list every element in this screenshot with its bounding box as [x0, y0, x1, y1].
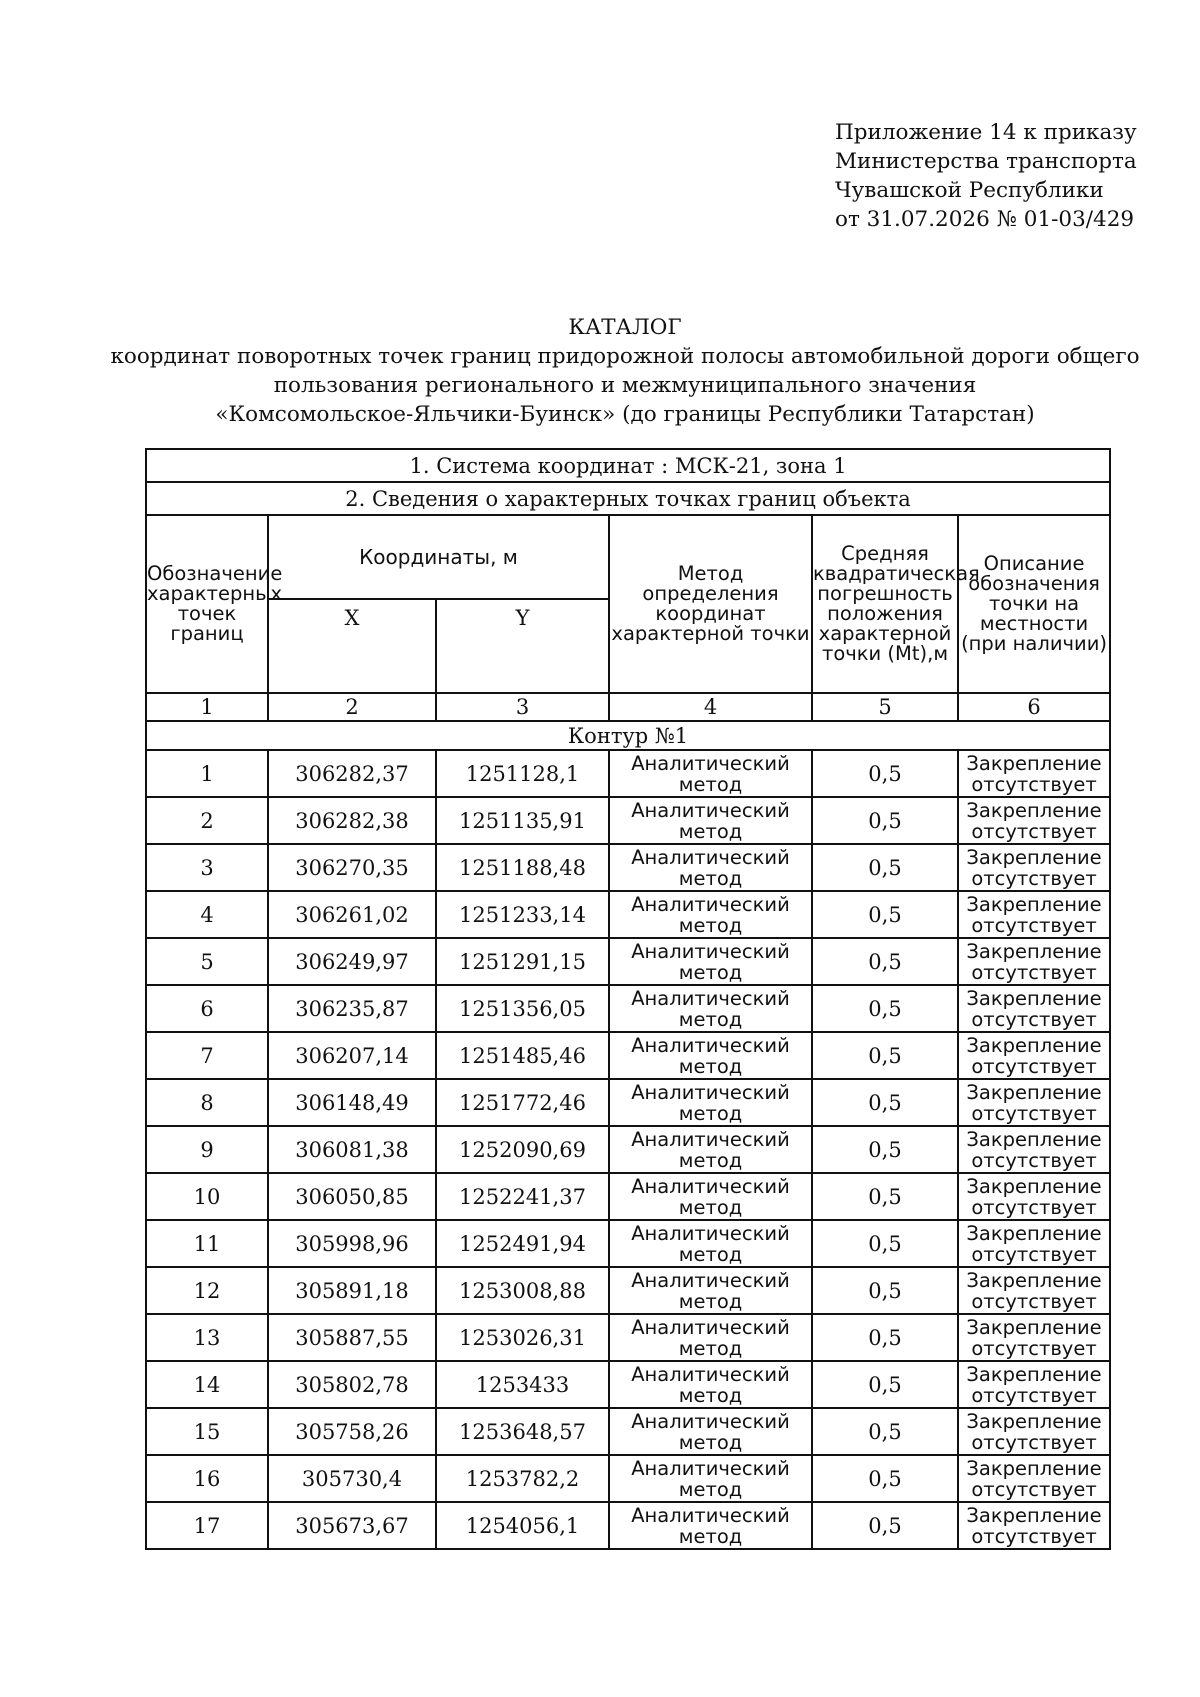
title-line: пользования регионального и межмуниципального значения: [273, 373, 977, 398]
point-number-cell: 5: [146, 938, 268, 985]
header-error: Средняя квадратическая погрешность положения характерной точки (Mt),м: [812, 515, 958, 693]
description-cell: Закрепление отсутствует: [958, 1455, 1110, 1502]
y-coordinate-cell: 1252491,94: [436, 1220, 609, 1267]
error-cell: 0,5: [812, 797, 958, 844]
error-cell: 0,5: [812, 891, 958, 938]
method-cell: Аналитический метод: [609, 1314, 812, 1361]
method-cell: Аналитический метод: [609, 797, 812, 844]
point-number-cell: 1: [146, 750, 268, 797]
y-coordinate-cell: 1254056,1: [436, 1502, 609, 1549]
description-cell: Закрепление отсутствует: [958, 1314, 1110, 1361]
method-cell: Аналитический метод: [609, 1220, 812, 1267]
error-cell: 0,5: [812, 1408, 958, 1455]
method-cell: Аналитический метод: [609, 1126, 812, 1173]
appendix-reference: [835, 118, 1137, 234]
column-number: 1: [146, 693, 268, 721]
point-number-cell: 10: [146, 1173, 268, 1220]
method-cell: Аналитический метод: [609, 985, 812, 1032]
x-coordinate-cell: 305802,78: [268, 1361, 436, 1408]
table-row: [146, 844, 1110, 891]
x-coordinate-cell: 306282,38: [268, 797, 436, 844]
header-x: X: [268, 599, 436, 693]
point-number-cell: 15: [146, 1408, 268, 1455]
method-cell: Аналитический метод: [609, 1408, 812, 1455]
y-coordinate-cell: 1253433: [436, 1361, 609, 1408]
x-coordinate-cell: 305673,67: [268, 1502, 436, 1549]
method-cell: Аналитический метод: [609, 1455, 812, 1502]
method-cell: Аналитический метод: [609, 1173, 812, 1220]
error-cell: 0,5: [812, 938, 958, 985]
x-coordinate-cell: 306148,49: [268, 1079, 436, 1126]
table-row: [146, 1220, 1110, 1267]
table-row: [146, 1173, 1110, 1220]
point-number-cell: 3: [146, 844, 268, 891]
table-row: [146, 985, 1110, 1032]
point-number-cell: 13: [146, 1314, 268, 1361]
error-cell: 0,5: [812, 1079, 958, 1126]
error-cell: 0,5: [812, 750, 958, 797]
header-method: Метод определения координат характерной точки: [609, 515, 812, 693]
y-coordinate-cell: 1251291,15: [436, 938, 609, 985]
header-coordinates: Координаты, м: [268, 515, 609, 599]
x-coordinate-cell: 305887,55: [268, 1314, 436, 1361]
section-title-row: 2. Сведения о характерных точках границ объекта: [146, 482, 1110, 515]
point-number-cell: 17: [146, 1502, 268, 1549]
point-number-cell: 12: [146, 1267, 268, 1314]
y-coordinate-cell: 1253026,31: [436, 1314, 609, 1361]
x-coordinate-cell: 306207,14: [268, 1032, 436, 1079]
x-coordinate-cell: 306249,97: [268, 938, 436, 985]
y-coordinate-cell: 1251135,91: [436, 797, 609, 844]
point-number-cell: 6: [146, 985, 268, 1032]
x-coordinate-cell: 305758,26: [268, 1408, 436, 1455]
header-description: Описание обозначения точки на местности (при наличии): [958, 515, 1110, 693]
error-cell: 0,5: [812, 844, 958, 891]
appendix-line: Чувашской Республики: [835, 178, 1104, 203]
y-coordinate-cell: 1251128,1: [436, 750, 609, 797]
appendix-line: Приложение 14 к приказу: [835, 120, 1137, 145]
method-cell: Аналитический метод: [609, 938, 812, 985]
point-number-cell: 14: [146, 1361, 268, 1408]
table-row: [146, 1502, 1110, 1549]
point-number-cell: 2: [146, 797, 268, 844]
column-number: 3: [436, 693, 609, 721]
y-coordinate-cell: 1251233,14: [436, 891, 609, 938]
x-coordinate-cell: 305891,18: [268, 1267, 436, 1314]
table-row: [146, 1408, 1110, 1455]
error-cell: 0,5: [812, 1032, 958, 1079]
table-row: [146, 797, 1110, 844]
error-cell: 0,5: [812, 1455, 958, 1502]
y-coordinate-cell: 1253648,57: [436, 1408, 609, 1455]
point-number-cell: 7: [146, 1032, 268, 1079]
y-coordinate-cell: 1253782,2: [436, 1455, 609, 1502]
y-coordinate-cell: 1251772,46: [436, 1079, 609, 1126]
contour-label: Контур №1: [146, 721, 1110, 750]
error-cell: 0,5: [812, 985, 958, 1032]
method-cell: Аналитический метод: [609, 891, 812, 938]
error-cell: 0,5: [812, 1173, 958, 1220]
point-number-cell: 8: [146, 1079, 268, 1126]
y-coordinate-cell: 1252090,69: [436, 1126, 609, 1173]
table-row: [146, 1267, 1110, 1314]
description-cell: Закрепление отсутствует: [958, 1502, 1110, 1549]
error-cell: 0,5: [812, 1126, 958, 1173]
method-cell: Аналитический метод: [609, 1032, 812, 1079]
table-row: [146, 891, 1110, 938]
error-cell: 0,5: [812, 1361, 958, 1408]
method-cell: Аналитический метод: [609, 1502, 812, 1549]
x-coordinate-cell: 306081,38: [268, 1126, 436, 1173]
x-coordinate-cell: 306235,87: [268, 985, 436, 1032]
point-number-cell: 9: [146, 1126, 268, 1173]
title-line: «Комсомольское-Яльчики-Буинск» (до границы Республики Татарстан): [215, 402, 1035, 427]
error-cell: 0,5: [812, 1502, 958, 1549]
point-number-cell: 11: [146, 1220, 268, 1267]
description-cell: Закрепление отсутствует: [958, 985, 1110, 1032]
description-cell: Закрепление отсутствует: [958, 1220, 1110, 1267]
x-coordinate-cell: 306050,85: [268, 1173, 436, 1220]
column-number-row: [146, 693, 1110, 721]
column-number: 4: [609, 693, 812, 721]
coordinates-catalog-table: [145, 448, 1111, 1550]
point-number-cell: 16: [146, 1455, 268, 1502]
method-cell: Аналитический метод: [609, 750, 812, 797]
method-cell: Аналитический метод: [609, 1267, 812, 1314]
method-cell: Аналитический метод: [609, 844, 812, 891]
description-cell: Закрепление отсутствует: [958, 938, 1110, 985]
header-designation: Обозначение характерных точек границ: [146, 515, 268, 693]
description-cell: Закрепление отсутствует: [958, 750, 1110, 797]
appendix-line: Министерства транспорта: [835, 149, 1137, 174]
header-y: Y: [436, 599, 609, 693]
description-cell: Закрепление отсутствует: [958, 797, 1110, 844]
description-cell: Закрепление отсутствует: [958, 844, 1110, 891]
x-coordinate-cell: 305998,96: [268, 1220, 436, 1267]
x-coordinate-cell: 306261,02: [268, 891, 436, 938]
table-row: [146, 1455, 1110, 1502]
table-row: [146, 1126, 1110, 1173]
table-row: [146, 1032, 1110, 1079]
description-cell: Закрепление отсутствует: [958, 1267, 1110, 1314]
column-number: 2: [268, 693, 436, 721]
appendix-line: от 31.07.2026 № 01-03/429: [835, 207, 1135, 232]
description-cell: Закрепление отсутствует: [958, 1126, 1110, 1173]
error-cell: 0,5: [812, 1314, 958, 1361]
title-heading: КАТАЛОГ: [568, 315, 682, 340]
y-coordinate-cell: 1253008,88: [436, 1267, 609, 1314]
error-cell: 0,5: [812, 1267, 958, 1314]
method-cell: Аналитический метод: [609, 1361, 812, 1408]
description-cell: Закрепление отсутствует: [958, 1408, 1110, 1455]
description-cell: Закрепление отсутствует: [958, 891, 1110, 938]
method-cell: Аналитический метод: [609, 1079, 812, 1126]
document-title: [100, 313, 1150, 429]
point-number-cell: 4: [146, 891, 268, 938]
y-coordinate-cell: 1252241,37: [436, 1173, 609, 1220]
description-cell: Закрепление отсутствует: [958, 1032, 1110, 1079]
y-coordinate-cell: 1251188,48: [436, 844, 609, 891]
x-coordinate-cell: 306282,37: [268, 750, 436, 797]
description-cell: Закрепление отсутствует: [958, 1079, 1110, 1126]
y-coordinate-cell: 1251485,46: [436, 1032, 609, 1079]
error-cell: 0,5: [812, 1220, 958, 1267]
table-row: [146, 1314, 1110, 1361]
column-number: 5: [812, 693, 958, 721]
x-coordinate-cell: 306270,35: [268, 844, 436, 891]
table-row: [146, 938, 1110, 985]
coordinate-system-row: 1. Система координат : МСК-21, зона 1: [146, 449, 1110, 482]
table-row: [146, 1079, 1110, 1126]
title-line: координат поворотных точек границ придорожной полосы автомобильной дороги общего: [110, 344, 1140, 369]
description-cell: Закрепление отсутствует: [958, 1173, 1110, 1220]
column-number: 6: [958, 693, 1110, 721]
x-coordinate-cell: 305730,4: [268, 1455, 436, 1502]
table-row: [146, 1361, 1110, 1408]
description-cell: Закрепление отсутствует: [958, 1361, 1110, 1408]
y-coordinate-cell: 1251356,05: [436, 985, 609, 1032]
table-row: [146, 750, 1110, 797]
